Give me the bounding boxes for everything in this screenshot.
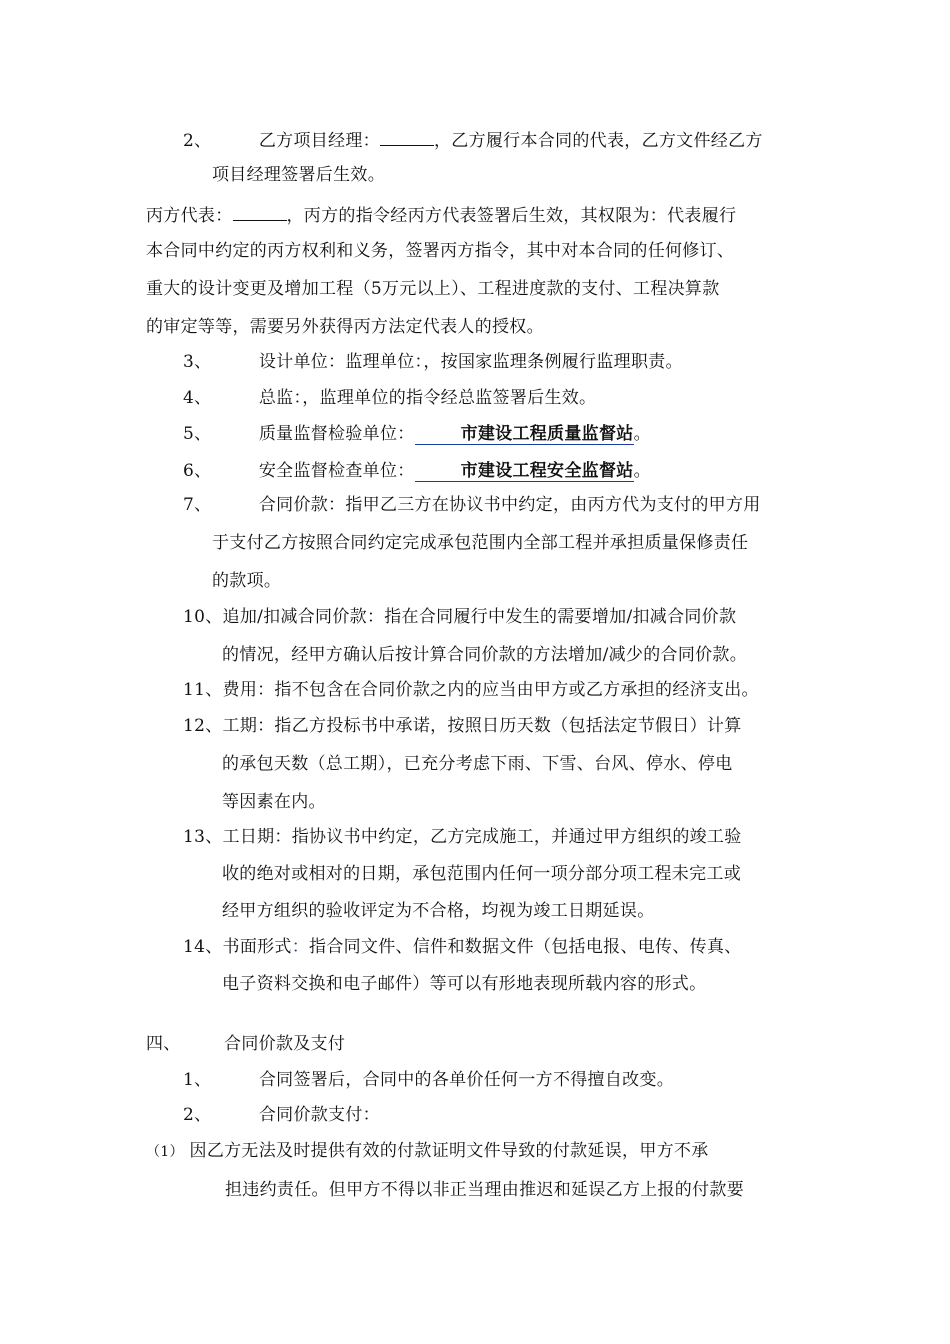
clause-text: 指合同文件、信件和数据文件（包括电报、电传、传真、 xyxy=(309,937,742,957)
clause-text: 等因素在内。 xyxy=(222,792,326,812)
clause-colon: ： xyxy=(291,937,310,957)
quality-supervision-station: 市建设工程质量监督站 xyxy=(415,424,634,445)
section-heading xyxy=(146,1034,345,1054)
clause-14-line xyxy=(183,937,742,957)
clause-text: 的承包天数（总工期），已充分考虑下雨、下雪、台风、停水、停电 xyxy=(222,754,733,774)
clause-text: ，乙方履行本合同的代表，乙方文件经乙方 xyxy=(433,131,763,151)
clause-number: 1、 xyxy=(183,1070,212,1090)
safety-supervision-station: 市建设工程安全监督站 xyxy=(415,461,634,482)
clause-text: 合同价款支付： xyxy=(258,1105,380,1125)
clause-text: 13、工日期：指协议书中约定，乙方完成施工，并通过甲方组织的竣工验 xyxy=(183,827,742,847)
clause-text: 的情况，经甲方确认后按计算合同价款的方法增加/减少的合同价款。 xyxy=(222,645,748,665)
subclause-1-line xyxy=(146,1141,709,1162)
clause-2b-line xyxy=(183,1105,380,1125)
clause-text: 的款项。 xyxy=(212,571,282,591)
clause-number: 6、 xyxy=(183,461,212,481)
subclause-number: （1） xyxy=(146,1144,184,1160)
clause-text: 14、书面形式 xyxy=(183,937,292,957)
clause-5-line xyxy=(183,424,651,445)
fill-in-blank xyxy=(233,203,287,221)
paragraph-text: 丙方代表： xyxy=(146,206,233,226)
clause-number: 2、 xyxy=(183,1105,212,1125)
clause-number: 5、 xyxy=(183,424,212,444)
clause-number: 2、 xyxy=(183,131,212,151)
paragraph-text: 本合同中约定的丙方权利和义务，签署丙方指令，其中对本合同的任何修订、 xyxy=(146,241,735,261)
clause-4-line xyxy=(183,388,596,408)
clause-text: 安全监督检查单位： xyxy=(258,461,415,481)
clause-text: 质量监督检验单位： xyxy=(258,424,415,444)
clause-text: 。 xyxy=(633,461,651,481)
clause-text: 合同签署后，合同中的各单价任何一方不得擅自改变。 xyxy=(258,1070,675,1090)
clause-2-line xyxy=(183,128,763,151)
clause-number: 4、 xyxy=(183,388,212,408)
clause-1-line xyxy=(183,1070,674,1090)
fill-in-blank xyxy=(380,128,434,146)
clause-text: 总监：，监理单位的指令经总监签署后生效。 xyxy=(258,388,597,408)
clause-text: 经甲方组织的验收评定为不合格，均视为竣工日期延误。 xyxy=(222,901,655,921)
clause-text: 项目经理签署后生效。 xyxy=(212,165,385,185)
clause-text: 乙方项目经理： xyxy=(258,131,380,151)
paragraph-text: ，丙方的指令经丙方代表签署后生效，其权限为：代表履行 xyxy=(286,206,737,226)
clause-text: 电子资料交换和电子邮件）等可以有形地表现所载内容的形式。 xyxy=(222,974,707,994)
clause-text: 于支付乙方按照合同约定完成承包范围内全部工程并承担质量保修责任 xyxy=(212,533,749,553)
section-number: 四、 xyxy=(146,1034,181,1054)
paragraph-text: 重大的设计变更及增加工程（5万元以上）、工程进度款的支付、工程决算款 xyxy=(146,279,720,299)
clause-text: 合同价款：指甲乙三方在协议书中约定，由丙方代为支付的甲方用 xyxy=(258,495,761,515)
section-title: 合同价款及支付 xyxy=(224,1034,346,1054)
clause-text: 设计单位：监理单位：，按国家监理条例履行监理职责。 xyxy=(258,352,683,372)
clause-6-line xyxy=(183,461,651,482)
paragraph-line xyxy=(146,203,736,226)
clause-number: 3、 xyxy=(183,352,212,372)
clause-text: 收的绝对或相对的日期，承包范围内任何一项分部分项工程未完工或 xyxy=(222,864,741,884)
clause-text: 10、追加/扣减合同价款：指在合同履行中发生的需要增加/扣减合同价款 xyxy=(183,607,737,627)
clause-text: 11、费用：指不包含在合同价款之内的应当由甲方或乙方承担的经济支出。 xyxy=(183,680,759,700)
clause-3-line xyxy=(183,352,683,372)
paragraph-text: 的审定等等，需要另外获得丙方法定代表人的授权。 xyxy=(146,317,544,337)
subclause-text: 担违约责任。但甲方不得以非正当理由推迟和延误乙方上报的付款要 xyxy=(225,1180,744,1200)
clause-text: 12、工期：指乙方投标书中承诺，按照日历天数（包括法定节假日）计算 xyxy=(183,716,742,736)
clause-number: 7、 xyxy=(183,495,212,515)
clause-7-line xyxy=(183,495,761,515)
subclause-text: 因乙方无法及时提供有效的付款证明文件导致的付款延误，甲方不承 xyxy=(189,1141,709,1161)
clause-text: 。 xyxy=(633,424,651,444)
